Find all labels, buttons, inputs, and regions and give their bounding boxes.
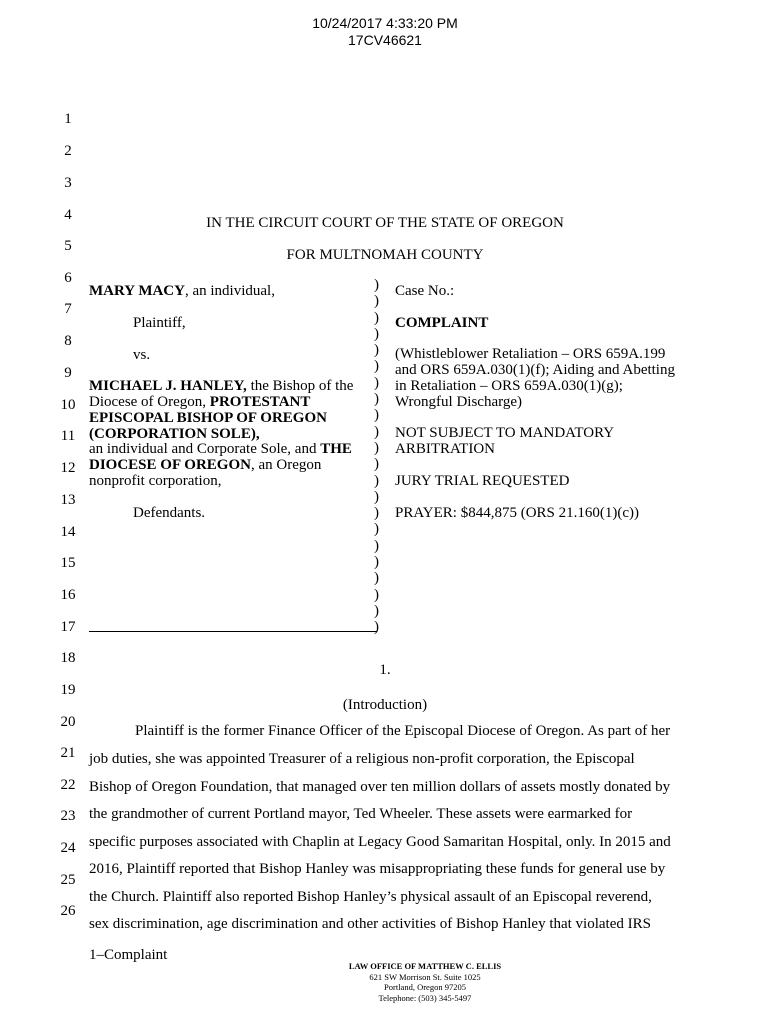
defendant-3-name-part1: THE — [320, 441, 352, 457]
firm-address-1: 621 SW Morrison St. Suite 1025 — [369, 972, 481, 982]
line-number: 14 — [60, 524, 76, 540]
body-line: Plaintiff is the former Finance Officer of the Episcopal Diocese of Oregon. As part of her — [135, 723, 671, 739]
defendants-label: Defendants. — [133, 505, 206, 521]
claims-line-1: (Whistleblower Retaliation – ORS 659A.199 — [395, 346, 666, 362]
defendant-1-name: MICHAEL J. HANLEY, — [89, 378, 247, 394]
line-number: 19 — [60, 682, 76, 698]
jury-demand: JURY TRIAL REQUESTED — [395, 473, 570, 489]
line-number: 23 — [60, 808, 76, 824]
line-number: 16 — [60, 587, 76, 603]
body-line: sex discrimination, age discrimination and other activities of Bishop Hanley that violated IRS — [89, 916, 651, 932]
line-number: 18 — [60, 650, 76, 666]
claims-line-4: Wrongful Discharge) — [395, 394, 522, 410]
line-number: 10 — [60, 397, 76, 413]
caption-divider — [89, 631, 377, 632]
claims-line-2: and ORS 659A.030(1)(f); Aiding and Abetting — [395, 362, 675, 378]
arbitration-line-2: ARBITRATION — [395, 441, 495, 457]
defendant-2-desc: an individual and Corporate Sole — [89, 441, 288, 457]
firm-phone: Telephone: (503) 345-5497 — [378, 993, 472, 1003]
line-number: 8 — [64, 333, 72, 349]
line-number: 22 — [60, 777, 76, 793]
plaintiff-line — [89, 283, 275, 299]
defendant-3-line3: nonprofit corporation, — [89, 473, 222, 489]
body-line: specific purposes associated with Chaplin at Legacy Good Samaritan Hospital, only. In 2015 and — [89, 834, 671, 850]
body-line: job duties, she was appointed Treasurer of a religious non-profit corporation, the Episcopal — [89, 751, 635, 767]
line-number: 13 — [60, 492, 76, 508]
versus-label: vs. — [133, 347, 151, 363]
firm-address-2: Portland, Oregon 97205 — [384, 982, 466, 992]
body-line: the Church. Plaintiff also reported Bishop Hanley’s physical assault of an Episcopal reverend, — [89, 889, 652, 905]
defendant-1-desc: the Bishop of the — [246, 378, 354, 394]
claims-line-3: in Retaliation – ORS 659A.030(1)(g); — [395, 378, 623, 394]
arbitration-line-1: NOT SUBJECT TO MANDATORY — [395, 425, 615, 441]
defendant-3-desc: , an Oregon — [250, 457, 322, 473]
defendant-1-diocese: Diocese of Oregon, — [89, 394, 210, 410]
defendant-3-name-part2: DIOCESE OF OREGON — [89, 457, 251, 473]
conjunction: , and — [287, 441, 321, 457]
defendant-1-line — [89, 378, 353, 394]
defendant-1-line2 — [89, 394, 310, 410]
document-title: COMPLAINT — [395, 315, 489, 331]
line-number: 2 — [64, 143, 72, 159]
defendant-2-name-part2: EPISCOPAL BISHOP OF OREGON — [89, 410, 327, 426]
line-number: 3 — [64, 175, 72, 191]
body-line: 2016, Plaintiff reported that Bishop Hanley was misappropriating these funds for general use by — [89, 861, 666, 877]
case-code: 17CV46621 — [348, 32, 422, 48]
line-number: 1 — [64, 111, 72, 127]
page-footer-label: 1–Complaint — [89, 947, 168, 963]
line-number: 17 — [60, 619, 76, 635]
plaintiff-label: Plaintiff, — [133, 315, 186, 331]
line-number: 21 — [60, 745, 76, 761]
caption-paren-column: ) ) ) ) ) ) ) ) ) ) ) ) ) ) ) ) ) ) ) ) ) ) — [374, 277, 379, 636]
line-number: 24 — [60, 840, 76, 856]
filing-timestamp: 10/24/2017 4:33:20 PM — [312, 15, 458, 31]
defendant-3-line1 — [89, 441, 352, 457]
line-number: 7 — [64, 301, 72, 317]
court-county: FOR MULTNOMAH COUNTY — [286, 247, 484, 263]
line-number: 6 — [64, 270, 72, 286]
section-title: (Introduction) — [342, 697, 428, 713]
line-number: 9 — [64, 365, 72, 381]
line-number: 20 — [60, 714, 76, 730]
line-number: 15 — [60, 555, 76, 571]
body-line: Bishop of Oregon Foundation, that managed over ten million dollars of assets mostly donated by — [89, 779, 671, 795]
defendant-2-name-part1: PROTESTANT — [209, 394, 311, 410]
firm-name: LAW OFFICE OF MATTHEW C. ELLIS — [348, 961, 502, 971]
line-number: 25 — [60, 872, 76, 888]
plaintiff-desc: , an individual, — [184, 283, 275, 299]
line-number: 5 — [64, 238, 72, 254]
case-number-label: Case No.: — [395, 283, 455, 299]
body-line: the grandmother of current Portland mayor, Ted Wheeler. These assets were earmarked for — [89, 806, 633, 822]
plaintiff-name: MARY MACY — [89, 283, 185, 299]
section-number: 1. — [379, 662, 391, 678]
line-number: 26 — [60, 903, 76, 919]
prayer-amount: PRAYER: $844,875 (ORS 21.160(1)(c)) — [395, 505, 640, 521]
line-number: 11 — [60, 428, 76, 444]
defendant-3-line2 — [89, 457, 321, 473]
court-name: IN THE CIRCUIT COURT OF THE STATE OF OREGON — [206, 215, 564, 231]
line-number: 4 — [64, 207, 72, 223]
line-number: 12 — [60, 460, 76, 476]
defendant-2-name-part3: (CORPORATION SOLE), — [89, 426, 260, 442]
